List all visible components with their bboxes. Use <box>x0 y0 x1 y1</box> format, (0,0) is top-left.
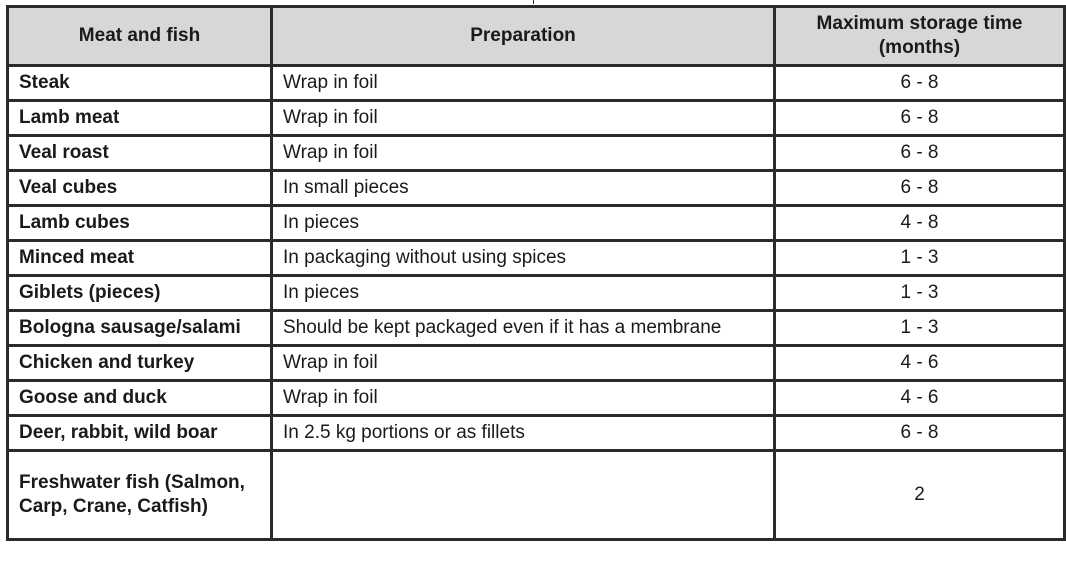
food-cell: Lamb meat <box>8 101 272 136</box>
storage-time-cell: 6 - 8 <box>775 101 1065 136</box>
storage-time-cell: 6 - 8 <box>775 66 1065 101</box>
storage-time-cell: 4 - 6 <box>775 346 1065 381</box>
food-cell: Freshwater fish (Salmon, Carp, Crane, Catfish) <box>8 451 272 540</box>
preparation-cell: Wrap in foil <box>272 101 775 136</box>
table-header-row <box>8 7 1065 66</box>
storage-time-cell: 6 - 8 <box>775 171 1065 206</box>
preparation-cell <box>272 451 775 540</box>
preparation-cell: In small pieces <box>272 171 775 206</box>
food-cell: Giblets (pieces) <box>8 276 272 311</box>
table-row <box>8 311 1065 346</box>
table-row <box>8 171 1065 206</box>
storage-time-table <box>6 5 1066 541</box>
food-cell: Minced meat <box>8 241 272 276</box>
header-max-storage-time: Maximum storage time (months) <box>775 7 1065 66</box>
food-cell: Bologna sausage/salami <box>8 311 272 346</box>
table-row <box>8 276 1065 311</box>
storage-time-cell: 1 - 3 <box>775 241 1065 276</box>
preparation-cell: Wrap in foil <box>272 346 775 381</box>
preparation-cell: Should be kept packaged even if it has a membrane <box>272 311 775 346</box>
storage-time-cell: 4 - 6 <box>775 381 1065 416</box>
table-row <box>8 101 1065 136</box>
food-cell: Goose and duck <box>8 381 272 416</box>
table-row <box>8 206 1065 241</box>
table-row <box>8 136 1065 171</box>
preparation-cell: In 2.5 kg portions or as fillets <box>272 416 775 451</box>
preparation-cell: Wrap in foil <box>272 136 775 171</box>
table-row <box>8 416 1065 451</box>
table-row <box>8 241 1065 276</box>
food-cell: Veal roast <box>8 136 272 171</box>
table-row <box>8 381 1065 416</box>
food-cell: Steak <box>8 66 272 101</box>
storage-time-cell: 2 <box>775 451 1065 540</box>
food-cell: Lamb cubes <box>8 206 272 241</box>
preparation-cell: In pieces <box>272 276 775 311</box>
storage-time-cell: 6 - 8 <box>775 416 1065 451</box>
food-cell: Veal cubes <box>8 171 272 206</box>
storage-time-cell: 1 - 3 <box>775 276 1065 311</box>
storage-time-cell: 1 - 3 <box>775 311 1065 346</box>
preparation-cell: Wrap in foil <box>272 66 775 101</box>
table-row <box>8 346 1065 381</box>
page-edge-tick <box>533 0 534 4</box>
preparation-cell: In packaging without using spices <box>272 241 775 276</box>
storage-time-cell: 6 - 8 <box>775 136 1065 171</box>
preparation-cell: In pieces <box>272 206 775 241</box>
header-meat-and-fish: Meat and fish <box>8 7 272 66</box>
storage-time-cell: 4 - 8 <box>775 206 1065 241</box>
table-row <box>8 451 1065 540</box>
table-row <box>8 66 1065 101</box>
preparation-cell: Wrap in foil <box>272 381 775 416</box>
food-cell: Chicken and turkey <box>8 346 272 381</box>
food-cell: Deer, rabbit, wild boar <box>8 416 272 451</box>
header-preparation: Preparation <box>272 7 775 66</box>
